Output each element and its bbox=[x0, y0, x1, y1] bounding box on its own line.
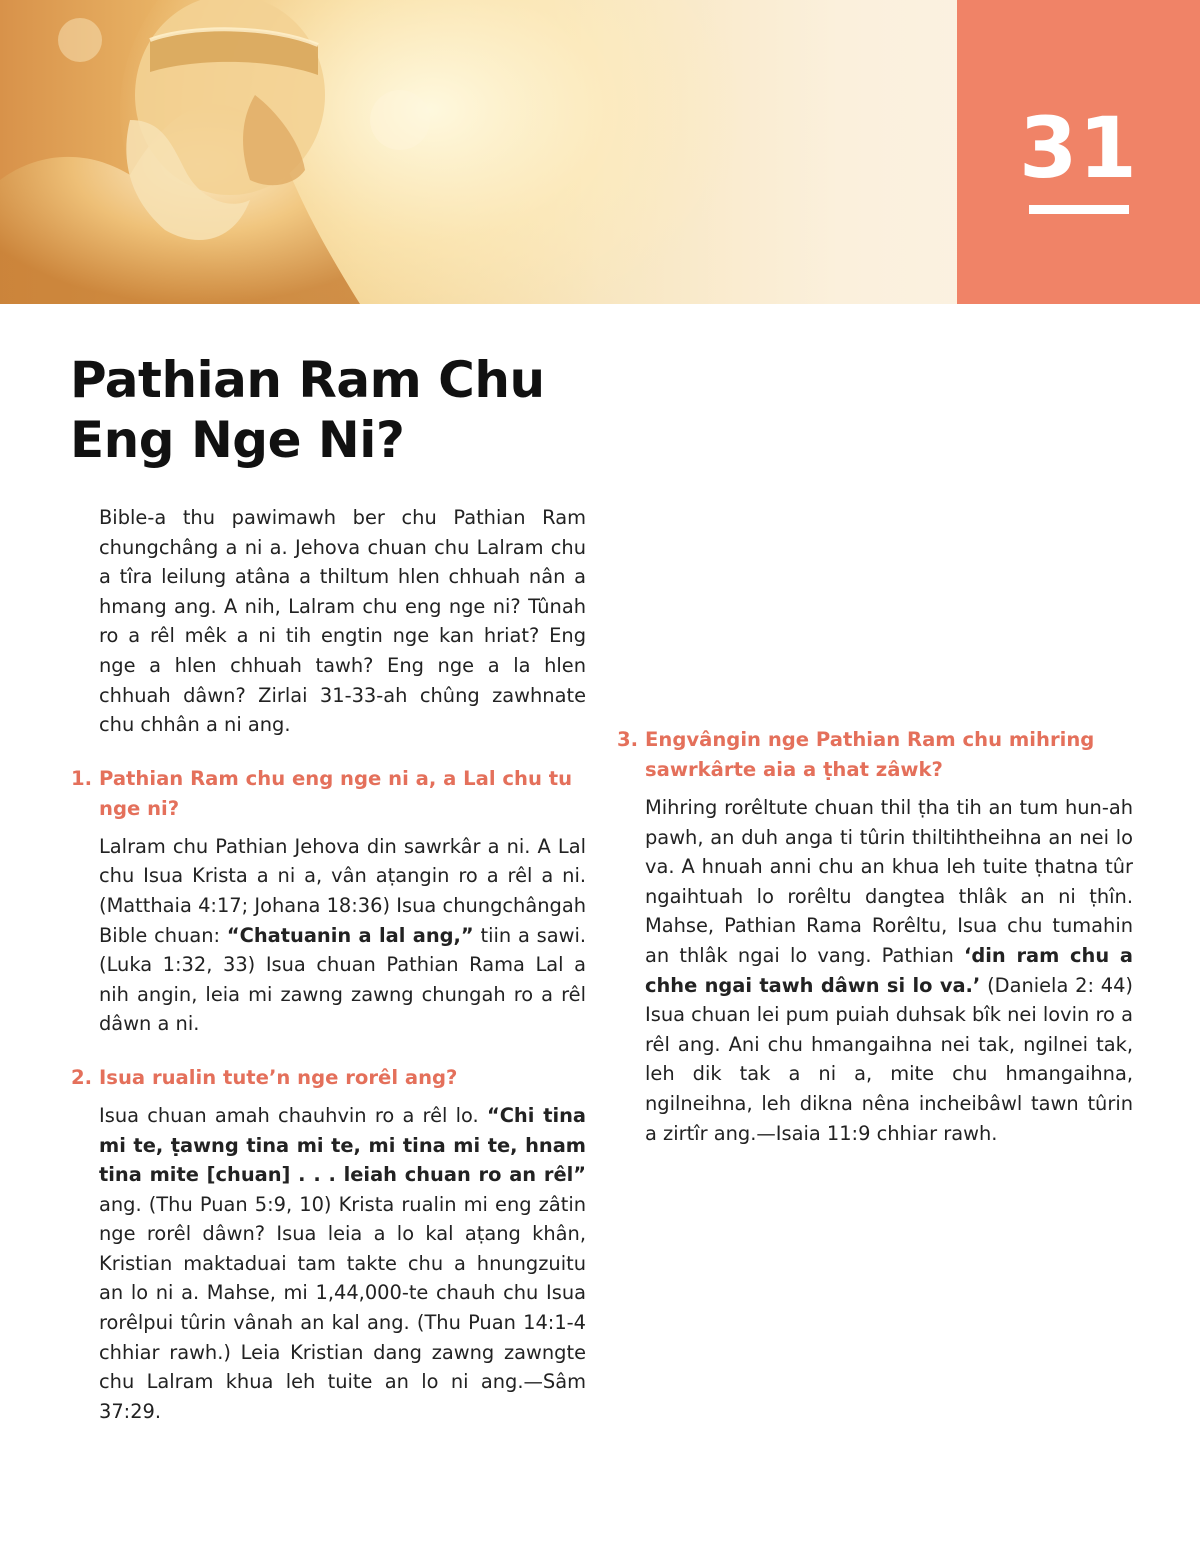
question-number: 2. bbox=[71, 1065, 93, 1089]
emphasis-quote: “Chi tina mi te, ṭawng tina mi te, mi tina mi te, hnam tina mite [chuan] . . . leiah chuan ro an rêl” bbox=[99, 1103, 586, 1187]
question-text: Pathian Ram chu eng nge ni a, a Lal chu tu nge ni? bbox=[99, 766, 573, 820]
answer-text: tiin a sawi. (Luka 1:32, 33) Isua chuan Pathian Rama Lal a nih angin, leia mi zawng zawng chungah ro a rêl dâwn a ni. bbox=[99, 923, 587, 1036]
emphasis-quote: “Chatuanin a lal ang,” bbox=[226, 923, 474, 947]
question-number: 1. bbox=[71, 766, 93, 790]
answer-text: Mihring rorêltute chuan thil ṭha tih an tum hun-ah pawh, an duh anga ti tûrin thiltihtheihna an nei lo va. A hnuah anni chu an khua leh tuite ṭhatna tûr ngaihtuah lo rorêltu dangtea thlâk an ni ṭhîn. Mahse, Pathian Rama Rorêltu, Isua chu tumahin an thlâk ngai lo vang. Pathian bbox=[645, 796, 1133, 967]
question-number: 3. bbox=[617, 728, 639, 751]
lesson-title bbox=[70, 350, 770, 470]
chapter-badge bbox=[957, 0, 1200, 304]
title-line-2: Eng Nge Ni? bbox=[70, 411, 405, 469]
king-figure-illustration bbox=[0, 0, 460, 304]
question-heading bbox=[71, 764, 586, 824]
left-column bbox=[71, 503, 587, 1440]
question-text: Engvângin nge Pathian Ram chu mihring sawrkârte aia a ṭhat zâwk? bbox=[645, 728, 1095, 781]
chapter-number: 31 bbox=[1019, 99, 1138, 197]
question-heading bbox=[71, 1063, 586, 1093]
answer-text: Isua chuan amah chauhvin ro a rêl lo. bbox=[99, 1103, 487, 1127]
answer-text: Lalram chu Pathian Jehova din sawrkâr a ni. A Lal chu Isua Krista a ni a, vân aṭangin ro a rêl a ni. (Matthaia 4:17; Johana 18:36) Isua chungchângah Bible chuan: bbox=[99, 834, 586, 947]
answer-text: ang. (Thu Puan 5:9, 10) Krista rualin mi eng zâtin nge rorêl dâwn? Isua leia a lo kal aṭang khân, Kristian maktaduai tam takte chu a hnungzuitu an lo ni a. Mahse, mi 1,44,000-te chauh chu Isua rorêlpui tûrin vânah an kal ang. (Thu Puan 14:1-4 chhiar rawh.) Leia Kristian dang zawng zawngte chu Lalram khua leh tuite an lo ni ang.—Sâm 37:29. bbox=[99, 1192, 586, 1423]
answer-text: (Daniela 2: 44) Isua chuan lei pum puiah duhsak bîk nei lovin ro a rêl ang. Ani chu hmangaihna nei tak, ngilnei tak, leh dik tak a ni a, mite chu hmangaihna, ngilneihna, leh dikna nêna incheibâwl tawn tûrin a zirtîr ang.—Isaia 11:9 chhiar rawh. bbox=[645, 973, 1134, 1145]
title-line-1: Pathian Ram Chu bbox=[70, 351, 545, 409]
question-heading bbox=[617, 725, 1133, 785]
question-text: Isua rualin tute’n nge rorêl ang? bbox=[99, 1065, 458, 1089]
emphasis-quote: ‘din ram chu a chhe ngai tawh dâwn si lo va.’ bbox=[645, 943, 1133, 997]
intro-paragraph: Bible-a thu pawimawh ber chu Pathian Ram chungchâng a ni a. Jehova chuan chu Lalram chu a tîra leilung atâna a thiltum hlen chhuah nân a hmang ang. A nih, Lalram chu eng nge ni? Tûnah ro a rêl mêk a ni tih engtin nge kan hriat? Eng nge a hlen chhuah tawh? Eng nge a la hlen chhuah dâwn? Zirlai 31-33-ah chûng zawhnate chu chhân a ni ang. bbox=[99, 506, 586, 737]
chapter-underline bbox=[1029, 205, 1129, 214]
answer-paragraph bbox=[99, 1101, 586, 1427]
right-column bbox=[617, 503, 1134, 1162]
answer-paragraph bbox=[99, 832, 586, 1039]
answer-paragraph bbox=[645, 793, 1133, 1148]
